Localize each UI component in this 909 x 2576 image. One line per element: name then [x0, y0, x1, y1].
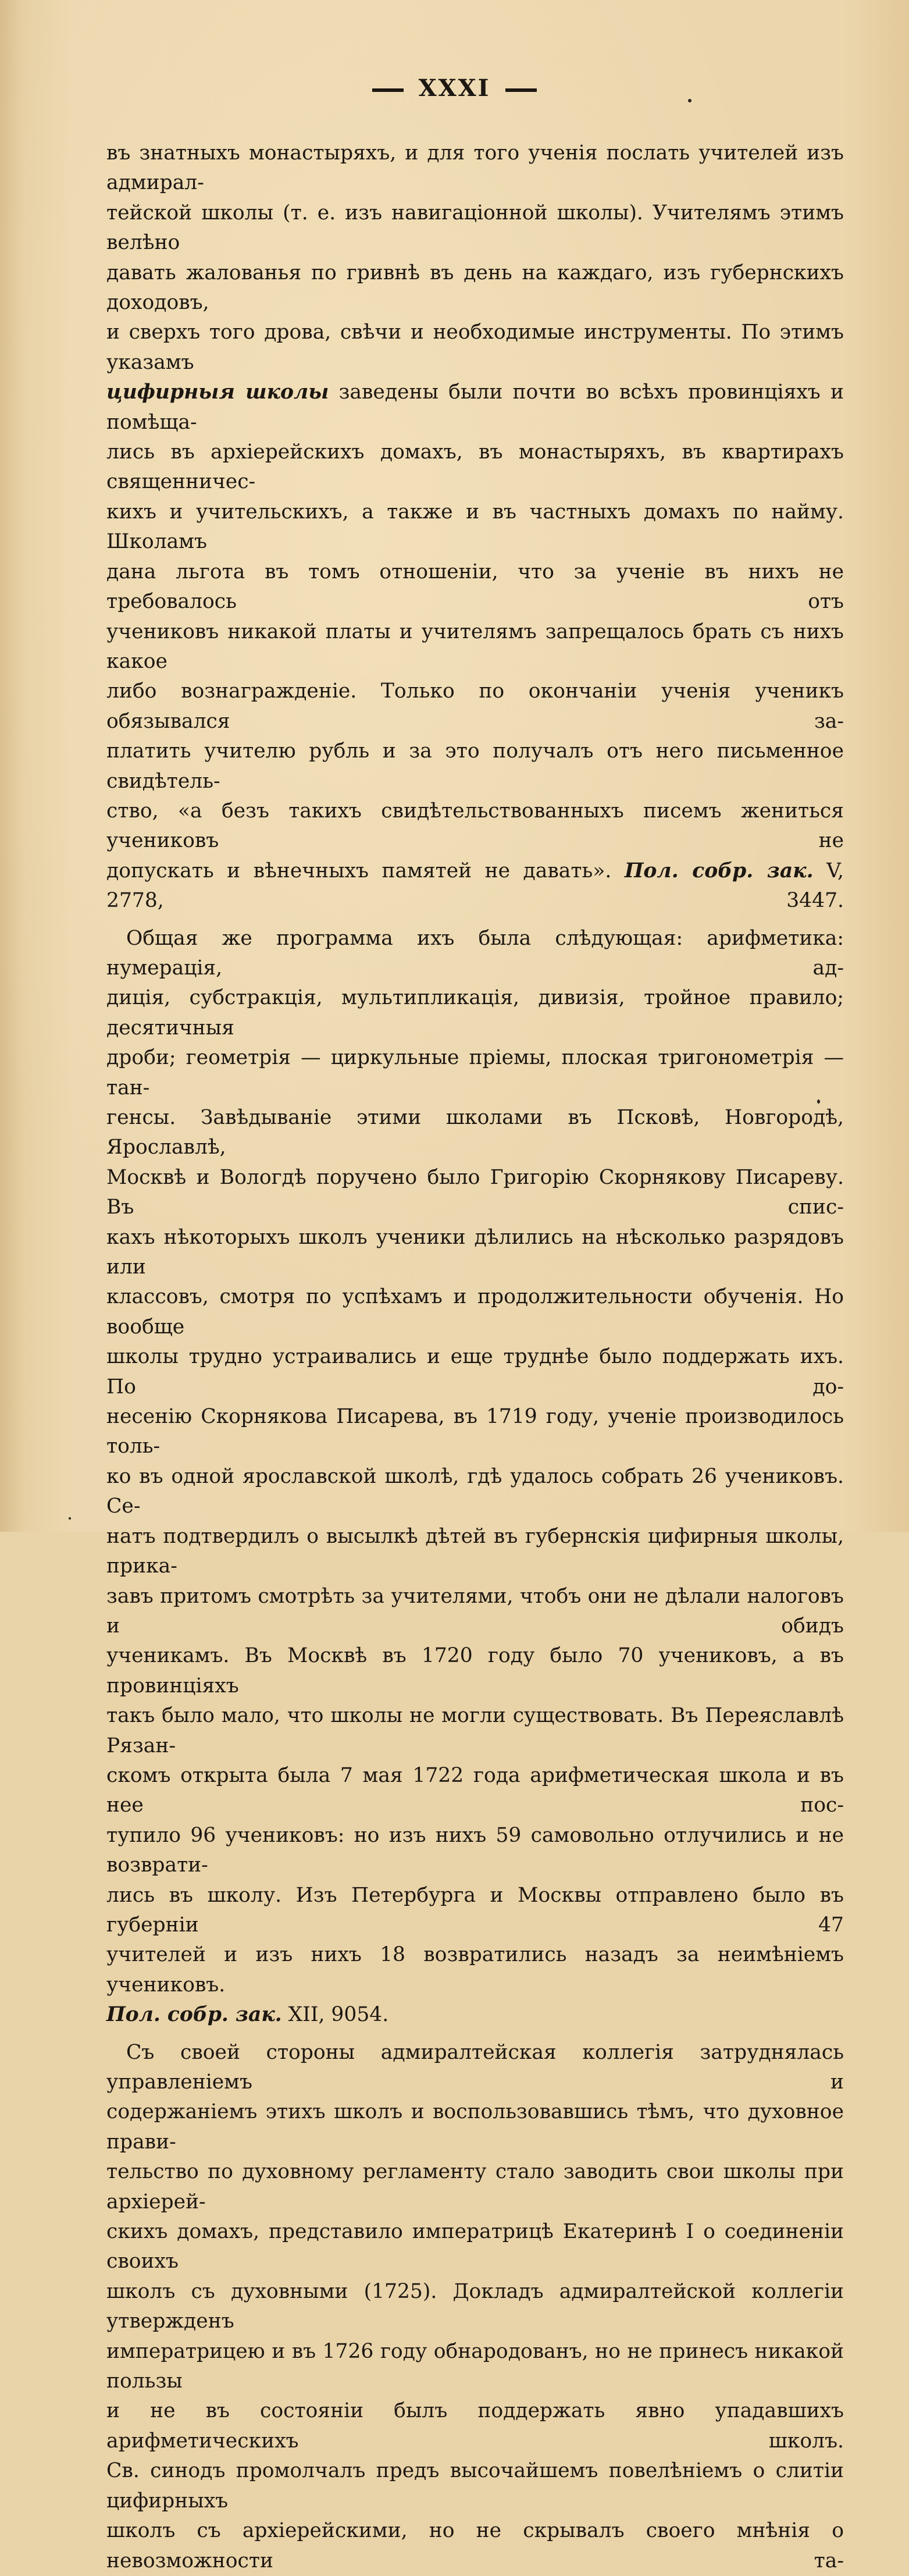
page-header	[0, 74, 909, 102]
text-line: и не въ состояніи былъ поддержать явно упадавшихъ арифметическихъ школъ.	[106, 2399, 844, 2453]
text-line: такъ было мало, что школы не могли существовать. Въ Переяславлѣ Рязан-	[106, 1704, 844, 1757]
text-line: тейской школы (т. е. изъ навигаціонной школы). Учителямъ этимъ велѣно	[106, 201, 844, 255]
paragraph-2	[106, 924, 844, 2030]
text-line: Съ своей стороны адмиралтейская коллегія затруднялась управленіемъ и	[106, 2040, 844, 2094]
text-line: несенію Скорнякова Писарева, въ 1719 году, ученіе производилось толь-	[106, 1405, 844, 1458]
text-line-with-emphasis: цифирныя школы заведены были почти во всѣхъ провинціяхъ и помѣща-	[106, 380, 844, 434]
ink-speck	[817, 1100, 820, 1104]
text-line: тельство по духовному регламенту стало заводить свои школы при архіерей-	[106, 2160, 844, 2214]
italic-emphasis: Пол. собр. зак.	[106, 2003, 282, 2027]
paragraph-1	[106, 138, 844, 916]
text-line: содержаніемъ этихъ школъ и воспользовавшись тѣмъ, что духовное прави-	[106, 2100, 844, 2154]
body-text	[106, 138, 844, 2576]
paragraph-3	[106, 2038, 844, 2576]
italic-emphasis: Пол. собр. зак.	[624, 859, 814, 883]
text-line: въ знатныхъ монастыряхъ, и для того ученія послать учителей изъ адмирал-	[106, 141, 844, 195]
text-line: ство, «а безъ такихъ свидѣтельствованныхъ писемъ жениться учениковъ не	[106, 799, 844, 853]
text-line: давать жалованья по гривнѣ въ день на каждаго, изъ губернскихъ доходовъ,	[106, 261, 844, 315]
text-line: дана льгота въ томъ отношеніи, что за ученіе въ нихъ не требовалось отъ	[106, 560, 844, 614]
text-line: дроби; геометрія — циркульные пріемы, плоская тригонометрія — тан-	[106, 1046, 844, 1100]
ink-speck	[69, 1517, 71, 1520]
text-line: натъ подтвердилъ о высылкѣ дѣтей въ губернскія цифирныя школы, прика-	[106, 1524, 844, 1578]
text-line: Москвѣ и Вологдѣ поручено было Григорію Скорнякову Писареву. Въ спис-	[106, 1165, 844, 1219]
text-line: кихъ и учительскихъ, а также и въ частныхъ домахъ по найму. Школамъ	[106, 500, 844, 554]
text-line-with-citation: Пол. собр. зак. XII, 9054.	[106, 2003, 389, 2027]
text-line: завъ притомъ смотрѣть за учителями, чтобъ они не дѣлали налоговъ и обидъ	[106, 1584, 844, 1638]
text-line: кахъ нѣкоторыхъ школъ ученики дѣлились на нѣсколько разрядовъ или	[106, 1225, 844, 1279]
text-line: школы трудно устраивались и еще труднѣе было поддержать ихъ. По до-	[106, 1345, 844, 1399]
text-line: лись въ архіерейскихъ домахъ, въ монастыряхъ, въ квартирахъ священничес-	[106, 440, 844, 494]
text-line: Св. синодъ промолчалъ предъ высочайшемъ повелѣніемъ о слитіи цифирныхъ	[106, 2459, 844, 2513]
text-line: тупило 96 учениковъ: но изъ нихъ 59 самовольно отлучились и не возврати-	[106, 1823, 844, 1877]
italic-emphasis: цифирныя школы	[106, 380, 329, 404]
text-line: и сверхъ того дрова, свѣчи и необходимые инструменты. По этимъ указамъ	[106, 321, 844, 374]
text-line: диція, субстракція, мультипликація, дивизія, тройное правило; десятичныя	[106, 986, 844, 1040]
text-line: лись въ школу. Изъ Петербурга и Москвы отправлено было въ губерніи 47	[106, 1883, 844, 1937]
text-line: Общая же программа ихъ была слѣдующая: арифметика: нумерація, ад-	[106, 926, 844, 980]
page-number: XXXI	[418, 74, 491, 102]
text-line: скихъ домахъ, представило императрицѣ Екатеринѣ I о соединеніи своихъ	[106, 2220, 844, 2273]
text-line: учениковъ никакой платы и учителямъ запрещалось брать съ нихъ какое	[106, 620, 844, 673]
text-line: школъ съ архіерейскими, но не скрывалъ своего мнѣнія о невозможности та-	[106, 2519, 844, 2573]
text-line: классовъ, смотря по успѣхамъ и продолжительности обученія. Но вообще	[106, 1285, 844, 1339]
text-line: школъ съ духовными (1725). Докладъ адмиралтейской коллегіи утвержденъ	[106, 2279, 844, 2333]
header-dash-right	[505, 88, 537, 92]
text-line: императрицею и въ 1726 году обнародованъ, но не принесъ никакой пользы	[106, 2339, 844, 2393]
text-line: учителей и изъ нихъ 18 возвратились назадъ за неимѣніемъ учениковъ.	[106, 1943, 844, 1997]
text-line: генсы. Завѣдываніе этими школами въ Псковѣ, Новгородѣ, Ярославлѣ,	[106, 1106, 844, 1159]
text-line: ученикамъ. Въ Москвѣ въ 1720 году было 70 учениковъ, а въ провинціяхъ	[106, 1644, 844, 1698]
text-line: ко въ одной ярославской школѣ, гдѣ удалось собрать 26 учениковъ. Се-	[106, 1464, 844, 1518]
text-line-with-citation: допускать и вѣнечныхъ памятей не давать». Пол. собр. зак. V, 2778, 3447.	[106, 859, 844, 913]
header-dash-left	[372, 88, 404, 92]
text-line: платить учителю рубль и за это получалъ отъ него письменное свидѣтель-	[106, 739, 844, 793]
text-line: скомъ открыта была 7 мая 1722 года арифметическая школа и въ нее пос-	[106, 1763, 844, 1817]
text-line: либо вознагражденіе. Только по окончаніи ученія ученикъ обязывался за-	[106, 679, 844, 733]
ink-speck	[688, 99, 691, 102]
